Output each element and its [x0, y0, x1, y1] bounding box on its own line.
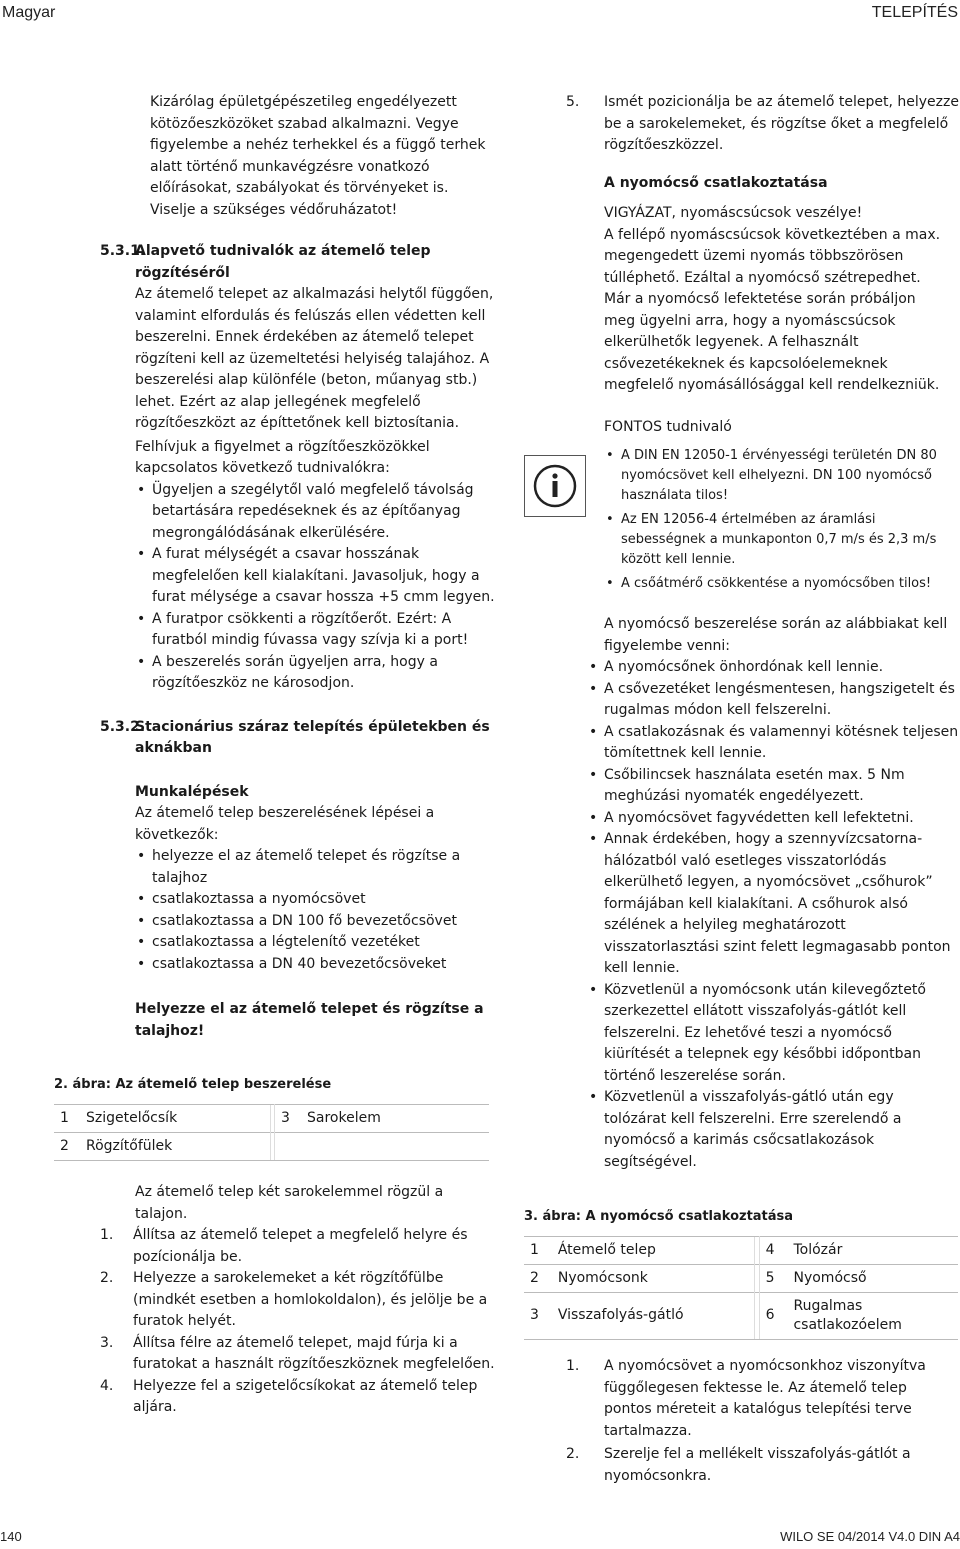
section-531-body [135, 284, 495, 695]
page-header [0, 0, 960, 26]
step-number: 1. [100, 1227, 114, 1243]
legend-number: 3 [524, 1292, 554, 1339]
list-item [100, 1225, 495, 1268]
info-icon [524, 455, 586, 517]
legend-number: 5 [759, 1264, 789, 1292]
list-item [100, 1333, 495, 1376]
pressure-pipe-title: A nyomócső csatlakoztatása [604, 174, 828, 191]
step-number: 2. [100, 1270, 114, 1286]
figure-3-legend [524, 1206, 960, 1340]
table-row [54, 1104, 489, 1132]
section-532-body [135, 782, 495, 1043]
section-532-title: Stacionárius száraz telepítés épületekben és aknákban [135, 718, 490, 756]
list-item: • Ügyeljen a szegélytől való megfelelő távolság betartására repedéseknek és az építőanyag megrongálódásának elkerülésére. [135, 480, 495, 545]
list-item: • A DIN EN 12050-1 érvényességi területén DN 80 nyomócsövet kell elhelyezni. DN 100 nyomócső használata tilos! [604, 446, 949, 506]
step-number: 5. [566, 94, 580, 110]
legend-label [303, 1132, 489, 1160]
step-5 [566, 92, 960, 157]
step-text: Állítsa az átemelő telepet a megfelelő helyre és pozícionálja be. [133, 1227, 468, 1265]
steps-intro: Az átemelő telep beszerelésének lépései a következők: [135, 805, 435, 843]
header-language: Magyar [2, 4, 56, 22]
section-531-bullets [135, 480, 495, 695]
step-text: Ismét pozicionálja be az átemelő telepet, helyezze be a sarokelemeket, és rögzítse őket a megfelelő rögzítőeszközzel. [604, 94, 959, 153]
page-number: 140 [0, 1529, 22, 1545]
fixing-steps [100, 1182, 495, 1419]
figure-2-table [54, 1104, 489, 1161]
legend-label: Átemelő telep [554, 1236, 755, 1264]
list-item [100, 1376, 495, 1419]
step-text: Állítsa félre az átemelő telepet, majd fúrja ki a furatokat a használt rögzítőeszköznek megfelelően. [133, 1334, 495, 1372]
legend-label: Sarokelem [303, 1104, 489, 1132]
figure-2-caption: 2. ábra: Az átemelő telep beszerelése [54, 1077, 332, 1092]
publisher-info: WILO SE 04/2014 V4.0 DIN A4 [780, 1529, 960, 1545]
step-number: 1. [566, 1358, 580, 1374]
list-item: • helyezze el az átemelő telepet és rögzítse a talajhoz [135, 846, 495, 889]
list-item: • Annak érdekében, hogy a szennyvízcsatorna-hálózatból való esetleges visszatorlódás elkerülhető legyen, a nyomócsövet „csőhurok” formájában kell kialakítani. A csőhurok alsó szélének a helyileg meghatározott visszatorlasztási szint felett legmagasabb ponton kell lennie. [587, 829, 960, 980]
section-532-number: 5.3.2. [100, 718, 146, 735]
list-item: • A furat mélységét a csavar hosszának megfelelően kell kialakítani. Javasoljuk, hogy a furat mélysége a csavar hossza +5 cmm legyen. [135, 544, 495, 609]
legend-label: Nyomócső [789, 1264, 958, 1292]
legend-label: Tolózár [789, 1236, 958, 1264]
list-item [566, 1444, 946, 1487]
steps-title: Munkalépések [135, 783, 249, 800]
list-item [566, 1356, 946, 1442]
section-531-heading [100, 241, 495, 284]
list-item: • Csőbilincsek használata esetén max. 5 Nm meghúzási nyomaték engedélyezett. [587, 765, 960, 808]
warning-title: VIGYÁZAT, nyomáscsúcsok veszélye! [604, 205, 863, 221]
legend-number: 1 [54, 1104, 82, 1132]
table-row [524, 1292, 958, 1339]
table-row [54, 1132, 489, 1160]
note-title: FONTOS tudnivaló [604, 418, 732, 435]
list-item: • A furatpor csökkenti a rögzítőerőt. Ezért: A furatból mindig fúvassa vagy szívja ki a port! [135, 609, 495, 652]
list-item: • A beszerelés során ügyeljen arra, hogy a rögzítőeszköz ne károsodjon. [135, 652, 495, 695]
list-item: • csatlakoztassa a légtelenítő vezetéket [135, 932, 495, 954]
steps-list [135, 846, 495, 975]
legend-number: 2 [524, 1264, 554, 1292]
list-item: • csatlakoztassa a DN 100 fő bevezetőcsövet [135, 911, 495, 933]
legend-number: 2 [54, 1132, 82, 1160]
note-bullets [604, 446, 949, 594]
legend-label: Szigetelőcsík [82, 1104, 271, 1132]
install-bullets [587, 657, 960, 1173]
figure-3-table [524, 1236, 958, 1340]
legend-label: Nyomócsonk [554, 1264, 755, 1292]
step-number: 4. [100, 1377, 114, 1394]
section-532-heading [100, 717, 495, 760]
figure-3-caption: 3. ábra: A nyomócső csatlakoztatása [524, 1209, 794, 1224]
section-531-para2: Felhívjuk a figyelmet a rögzítőeszközökkel kapcsolatos következő tudnivalókra: [135, 438, 430, 476]
list-item: • csatlakoztassa a nyomócsövet [135, 889, 495, 911]
legend-label: Rögzítőfülek [82, 1132, 271, 1160]
legend-number [275, 1132, 304, 1160]
list-item: • A nyomócsövet fagyvédetten kell lefektetni. [587, 808, 960, 830]
list-item: • A csatlakozásnak és valamennyi kötésnek teljesen tömítettnek kell lennie. [587, 722, 960, 765]
final-steps-list [566, 1356, 946, 1487]
step-text: A nyomócsövet a nyomócsonkhoz viszonyítva függőlegesen fektesse le. Az átemelő telep pontos méreteit a katalógus telepítési terve tartalmazza. [604, 1358, 926, 1439]
section-531-number: 5.3.1. [100, 243, 146, 259]
legend-number: 3 [275, 1104, 304, 1132]
list-item: • Közvetlenül a nyomócsonk után kilevegőztető szerkezettel ellátott visszafolyás-gátlót kell felszerelni. Ez lehetővé teszi a nyomócső kiürítését a telepnek egy későbbi időpontban történő leszerelése során. [587, 980, 960, 1088]
list-item: • A csőátmérő csökkentése a nyomócsőben tilos! [604, 574, 949, 594]
mount-subhead: Helyezze el az átemelő telepet és rögzítse a talajhoz! [135, 1001, 484, 1039]
legend-number: 1 [524, 1236, 554, 1264]
legend-number: 4 [759, 1236, 789, 1264]
section-531-para1: Az átemelő telepet az alkalmazási helytől függően, valamint elfordulás és felúszás ellen védetten kell beszerelni. Ennek érdekében az átemelő telepet rögzíteni kell az üzemeltetési helyiség talajához. A beszerelési alap különféle (beton, műanyag stb.) lehet. Ezért az alap jellegének megfelelő rögzítőeszközt az építtetőnek kell biztosítania. [135, 286, 494, 431]
right-column [566, 92, 960, 1173]
list-item: • A csővezetéket lengésmentesen, hangszigetelt és rugalmas módon kell felszerelni. [587, 679, 960, 722]
list-item: • Az EN 12056-4 értelmében az áramlási sebességnek a munkaponton 0,7 m/s és 2,3 m/s között kell lennie. [604, 510, 949, 570]
safety-intro: Kizárólag épületgépészetileg engedélyezett kötözőeszközöket szabad alkalmazni. Vegye figyelembe a nehéz terhekkel és a függő terhek alatt történő munkavégzésre vonatkozó előírásokat, szabályokat és törvényeket is. Viselje a szükséges védőruházatot! [150, 94, 486, 218]
table-row [524, 1264, 958, 1292]
list-item [566, 92, 960, 157]
step-number: 3. [100, 1334, 114, 1351]
step-text: Helyezze a sarokelemeket a két rögzítőfülbe (mindkét esetben a homlokoldalon), és jelölje be a furatok helyét. [133, 1270, 488, 1329]
list-item: • Közvetlenül a visszafolyás-gátló után egy tolózárat kell felszerelni. Erre szerelendő a nyomócső a karimás csőcsatlakozások segítségével. [587, 1087, 960, 1173]
legend-label: Visszafolyás-gátló [554, 1292, 755, 1339]
figure-2-legend [54, 1074, 494, 1161]
list-item: • A nyomócsőnek önhordónak kell lennie. [587, 657, 960, 679]
fixing-steps-list [100, 1225, 495, 1419]
note-block [604, 417, 949, 595]
final-steps [566, 1356, 946, 1487]
section-531-title: Alapvető tudnivalók az átemelő telep rögzítéséről [135, 243, 431, 281]
step-text: Helyezze fel a szigetelőcsíkokat az átemelő telep aljára. [133, 1377, 478, 1415]
warning-text: A fellépő nyomáscsúcsok következtében a max. megengedett üzemi nyomás többszörösen túlléphető. Ezáltal a nyomócső szétrepedhet. Már a nyomócső lefektetése során próbáljon meg ügyelni arra, hogy a nyomáscsúcsok elkerülhetők legyenek. A felhasznált csővezetékeknek és kapcsolóelemeknek megfelelő nyomásállósággal kell rendelkezniük. [604, 226, 941, 393]
list-item: • csatlakoztassa a DN 40 bevezetőcsöveket [135, 954, 495, 976]
legend-number: 6 [759, 1292, 789, 1339]
install-intro: A nyomócső beszerelése során az alábbiakat kell figyelembe venni: [604, 616, 948, 654]
fixing-intro: Az átemelő telep két sarokelemmel rögzül a talajon. [135, 1184, 444, 1222]
legend-label: Rugalmas csatlakozóelem [789, 1292, 958, 1339]
page-footer [0, 1525, 960, 1549]
step-text: Szerelje fel a mellékelt visszafolyás-gátlót a nyomócsonkra. [604, 1446, 911, 1484]
step-number: 2. [566, 1446, 580, 1462]
table-row [524, 1236, 958, 1264]
list-item [100, 1268, 495, 1333]
warning-block [604, 203, 944, 397]
left-column [100, 92, 495, 1042]
header-section: TELEPÍTÉS [871, 4, 958, 22]
